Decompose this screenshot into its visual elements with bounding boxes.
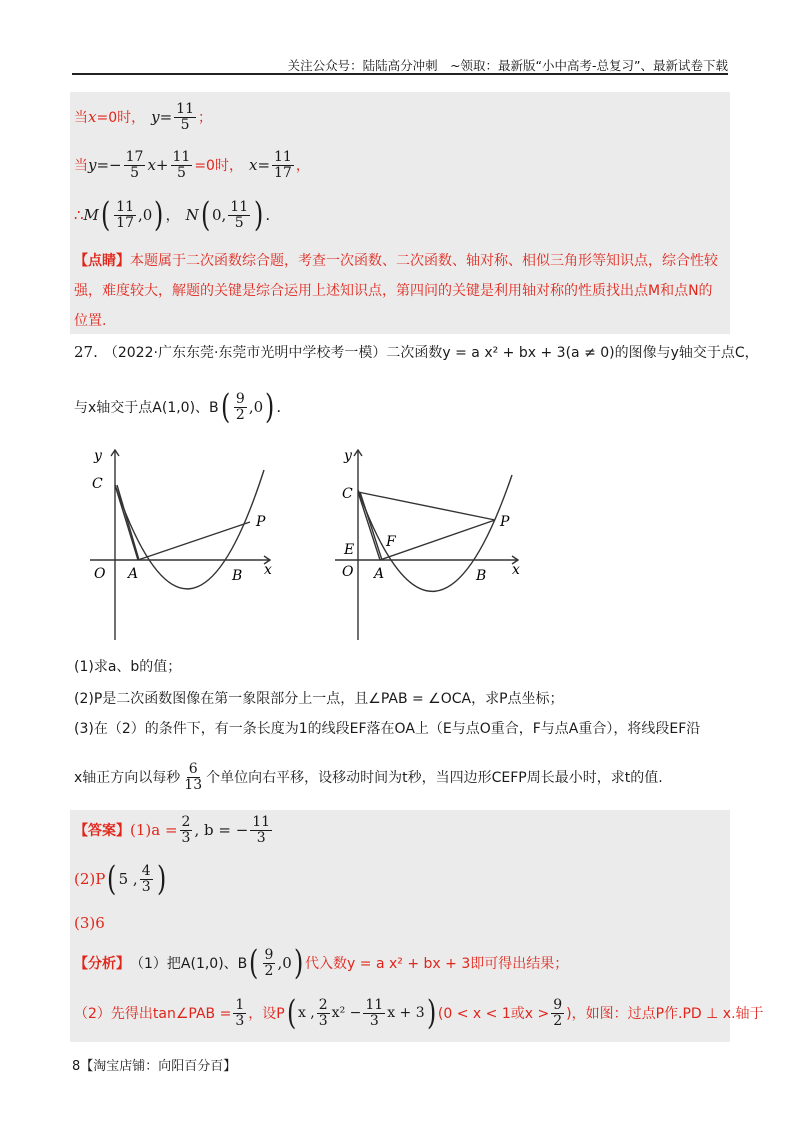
- fig1-label-C: C: [92, 476, 103, 492]
- fig2-line-CP: [358, 492, 495, 520]
- question-1: (1)求a、b的值；: [74, 659, 182, 675]
- solution-line-1: 当 x =0时， y = $\frac{11}{5}$ ；: [74, 101, 212, 133]
- fig2-label-P: P: [500, 514, 510, 530]
- fig1-label-A: A: [128, 566, 139, 582]
- fig2-label-y: y: [344, 448, 352, 464]
- fig1-line-AP: [138, 522, 250, 560]
- fig2-label-O: O: [342, 564, 354, 580]
- fig2-label-B: B: [476, 568, 487, 584]
- fraction-11-5: $\frac{11}{5}$: [176, 101, 194, 133]
- question-2: (2)P是二次函数图像在第一象限部分上一点，且∠PAB = ∠OCA，求P点坐标；: [74, 691, 564, 707]
- question-3b: x轴正方向以每秒 $\frac{6}{13}$ 个单位向右平移，设移动时间为t秒，当四边形CEFP周长最小时，求t的值.: [74, 761, 663, 793]
- fig1-label-y: y: [94, 448, 102, 464]
- figure-2: [335, 450, 518, 640]
- fig2-line-CA: [358, 492, 380, 560]
- problem-stem-1: 27. （2022·广东东莞·东莞市光明中学校考一模） 二次函数y = a x² + bx + 3(a ≠ 0)的图像与y轴交于点C，: [74, 343, 759, 361]
- fig1-line-CA-2: [117, 485, 139, 560]
- fig2-label-C: C: [342, 486, 353, 502]
- problem-stem-2: 与x轴交于点A(1,0)、B ( $\frac{9}{2}$ ,0 ) .: [74, 387, 282, 427]
- solution-line-3: ∴ M ( $\frac{11}{17}$ ,0 ) ， N ( 0, $\frac{11}{5}$ ) .: [74, 195, 271, 235]
- fig2-label-E: E: [344, 542, 355, 558]
- answer-line-3: (3)6: [74, 914, 105, 932]
- question-3a: (3)在（2）的条件下，有一条长度为1的线段EF落在OA上（E与点O重合，F与点A重合），将线段EF沿: [74, 721, 701, 737]
- page-footer: 8【淘宝店铺：向阳百分百】: [72, 1059, 237, 1074]
- fig1-label-B: B: [232, 568, 243, 584]
- problem-figures: [80, 440, 560, 650]
- fig1-label-P: P: [256, 514, 266, 530]
- fig2-label-x: x: [512, 562, 520, 578]
- header-rule: [72, 73, 728, 75]
- fig1-label-O: O: [94, 566, 106, 582]
- fig2-line-CA-2: [360, 492, 382, 560]
- answer-line-1: 【答案】 (1)a = $\frac{2}{3}$ , b = − $\frac{11}{3}$: [74, 814, 271, 846]
- solution-line-2: 当 y =− $\frac{17}{5}$ x + $\frac{11}{5}$ =0时， x = $\frac{11}{17}$ ，: [74, 149, 310, 181]
- comment-paragraph: 【点睛】本题属于二次函数综合题，考查一次函数、二次函数、轴对称、相似三角形等知识点，综合性较强，难度较大，解题的关键是综合运用上述知识点，第四问的关键是利用轴对称的性质找出点M和点N的位置.: [74, 253, 718, 329]
- fig1-line-CA: [115, 485, 138, 560]
- fig2-label-F: F: [386, 534, 396, 550]
- fig1-label-x: x: [264, 562, 272, 578]
- page-header: 关注公众号：陆陆高分冲刺 ~领取：最新版“小中高考-总复习”、最新试卷下载: [287, 58, 728, 73]
- analysis-line-1: 【分析】 （1）把A(1,0)、B ( $\frac{9}{2}$ ,0 ) 代入数y = a x² + bx + 3即可得出结果；: [74, 943, 569, 983]
- analysis-line-2: （2）先得出tan∠PAB = $\frac{1}{3}$ ，设P ( x , $\frac{2}{3}$ x² − $\frac{11}{3}$ x + 3 ) (0 < x < 1或x > $\frac{9}{2}$ )，如图：过点P作.PD ⊥ x.轴于: [74, 993, 764, 1033]
- answer-line-2: (2)P ( 5 , $\frac{4}{3}$ ): [74, 859, 166, 899]
- figure-1: [90, 450, 270, 640]
- fig2-label-A: A: [374, 566, 385, 582]
